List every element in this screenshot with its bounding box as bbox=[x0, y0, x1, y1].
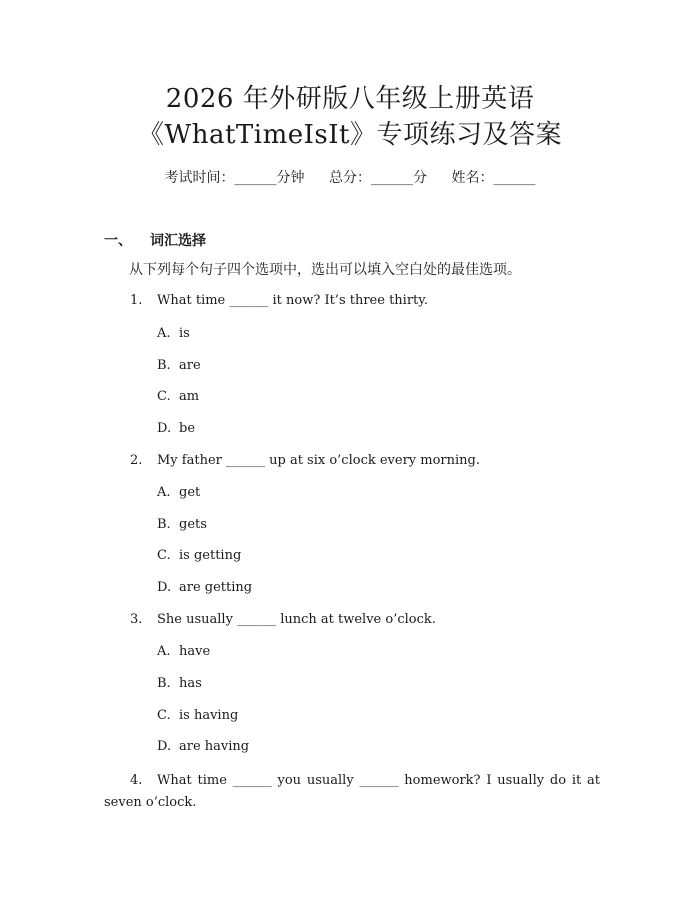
exam-meta bbox=[0, 168, 700, 188]
option-3b: B. has bbox=[157, 676, 202, 691]
question-2 bbox=[130, 451, 480, 471]
question-text: My father ______ up at six o’clock every morning. bbox=[157, 453, 481, 468]
option-1c: C. am bbox=[157, 389, 200, 404]
option-1b: B. are bbox=[157, 358, 201, 373]
section-title: 词汇选择 bbox=[150, 233, 206, 249]
option-1d: D. be bbox=[157, 421, 196, 436]
option-2b: B. gets bbox=[157, 517, 207, 532]
section-number: 一、 bbox=[104, 233, 132, 249]
document-title-line-2: 《WhatTimeIsIt》专项练习及答案 bbox=[138, 120, 562, 150]
option-3d: D. are having bbox=[157, 739, 250, 754]
option-2c: C. is getting bbox=[157, 548, 242, 563]
question-3 bbox=[130, 610, 436, 630]
question-text: What time ______ it now? It’s three thirty. bbox=[157, 293, 429, 308]
total-score-field: 总分：______分 bbox=[329, 170, 427, 186]
question-text: She usually ______ lunch at twelve o’clock. bbox=[157, 612, 436, 627]
section-heading bbox=[104, 230, 206, 250]
option-1a: A. is bbox=[157, 326, 190, 341]
question-number: 4. bbox=[130, 773, 143, 788]
question-1 bbox=[130, 291, 428, 311]
section-instruction: 从下列每个句子四个选项中，选出可以填入空白处的最佳选项。 bbox=[129, 262, 521, 278]
question-number: 2. bbox=[130, 453, 143, 468]
option-3a: A. have bbox=[157, 644, 211, 659]
document-title-line-1: 2026 年外研版八年级上册英语 bbox=[165, 84, 535, 114]
student-name-field: 姓名：______ bbox=[451, 170, 536, 186]
question-number: 3. bbox=[130, 612, 143, 627]
option-3c: C. is having bbox=[157, 708, 239, 723]
option-2a: A. get bbox=[157, 485, 201, 500]
option-2d: D. are getting bbox=[157, 580, 253, 595]
exam-time-field: 考试时间：______分钟 bbox=[164, 170, 305, 186]
question-4 bbox=[104, 770, 600, 814]
question-number: 1. bbox=[130, 293, 143, 308]
question-text: What time ______ you usually ______ homework? I usually do it at seven o’clock. bbox=[104, 773, 600, 810]
